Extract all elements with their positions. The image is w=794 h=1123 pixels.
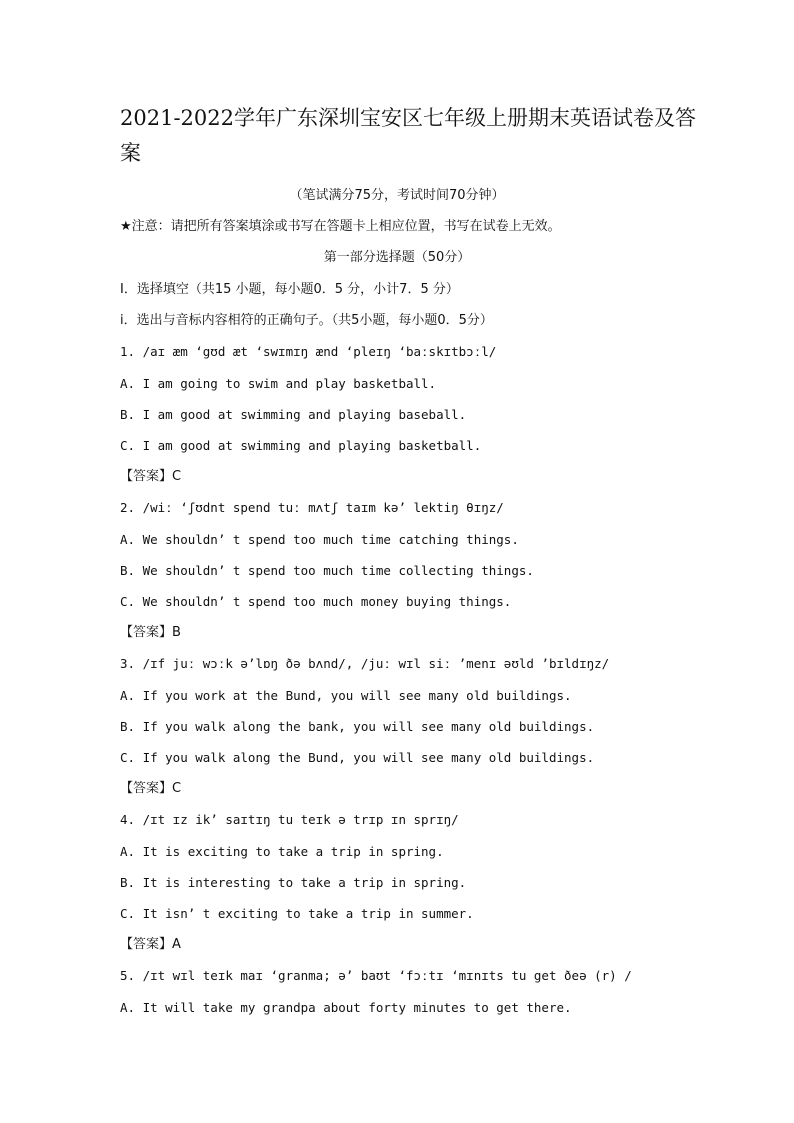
document-title: 2021-2022学年广东深圳宝安区七年级上册期末英语试卷及答案 [120, 106, 696, 165]
question-option: A. If you work at the Bund, you will see many old buildings. [120, 688, 572, 703]
answer-label: 【答案】C [120, 469, 182, 484]
question-option: B. It is interesting to take a trip in spring. [120, 875, 467, 890]
question-option: C. It isn’ t exciting to take a trip in summer. [120, 906, 474, 921]
question-stem: 4. /ɪt ɪz ik’ saɪtɪŋ tu teɪk ə trɪp ɪn sprɪŋ/ [120, 812, 459, 827]
answer-label: 【答案】C [120, 781, 182, 796]
question-option: C. I am good at swimming and playing basketball. [120, 438, 482, 453]
question-option: B. If you walk along the bank, you will see many old buildings. [120, 719, 595, 734]
question-stem: 1. /aɪ æm ‘gʊd æt ‘swɪmɪŋ ænd ‘pleɪŋ ‘baːskɪtbɔːl/ [120, 344, 497, 359]
question-stem: 5. /ɪt wɪl teɪk maɪ ‘granma; ə’ baʊt ‘fɔːtɪ ‘mɪnɪts tu get ðeə (r) / [120, 968, 632, 983]
question-option: B. We shouldn’ t spend too much time collecting things. [120, 563, 534, 578]
section-heading: I．选择填空（共15 小题，每小题0．5 分，小计7．5 分） [120, 282, 459, 297]
answer-label: 【答案】B [120, 625, 181, 640]
question-option: B. I am good at swimming and playing baseball. [120, 407, 467, 422]
question-option: A. I am going to swim and play basketball. [120, 376, 437, 391]
question-option: A. We shouldn’ t spend too much time catching things. [120, 532, 519, 547]
part-heading: 第一部分选择题（50分） [323, 250, 471, 265]
question-option: A. It will take my grandpa about forty minutes to get there. [120, 1000, 572, 1015]
question-stem: 3. /ɪf juː wɔːk ə’lɒŋ ðə bʌnd/, /juː wɪl siː ’menɪ əʊld ’bɪldɪŋz/ [120, 656, 610, 671]
answer-label: 【答案】A [120, 937, 181, 952]
question-option: C. If you walk along the Bund, you will see many old buildings. [120, 750, 595, 765]
question-stem: 2. /wiː ‘ʃʊdnt spend tuː mʌtʃ taɪm kə’ lektiŋ θɪŋz/ [120, 500, 504, 515]
question-option: A. It is exciting to take a trip in spring. [120, 844, 444, 859]
notice-text: ★注意：请把所有答案填涂或书写在答题卡上相应位置，书写在试卷上无效。 [120, 219, 561, 234]
exam-info: （笔试满分75分，考试时间70分钟） [289, 188, 505, 203]
question-option: C. We shouldn’ t spend too much money buying things. [120, 594, 512, 609]
subsection-heading: i．选出与音标内容相符的正确句子。（共5小题，每小题0．5分） [120, 313, 493, 328]
